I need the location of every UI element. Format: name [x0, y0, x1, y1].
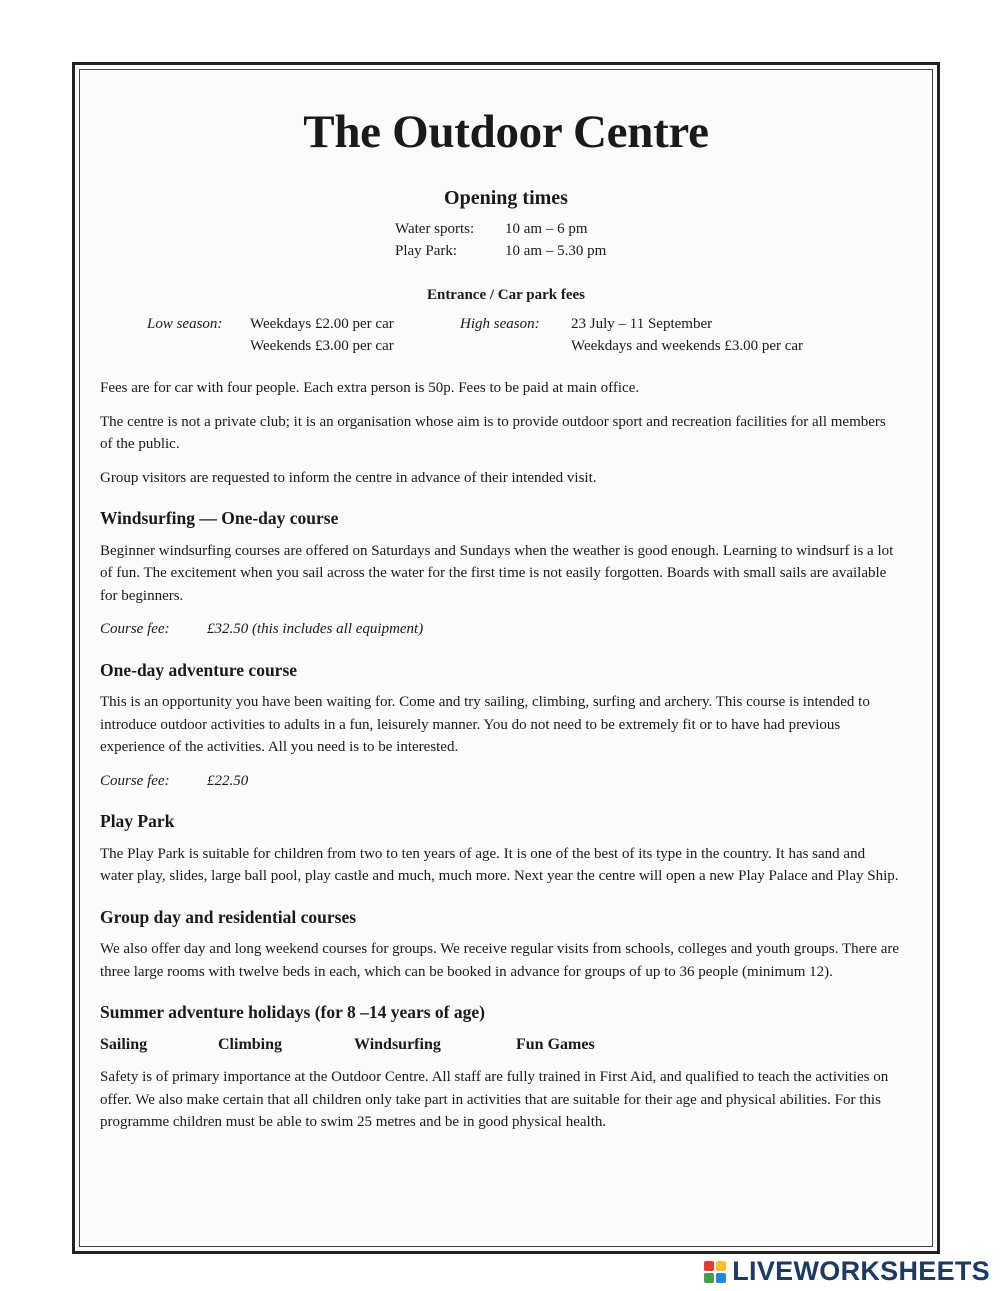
logo-square	[704, 1273, 714, 1283]
intro-paragraph: Group visitors are requested to inform the centre in advance of their intended visit.	[100, 469, 597, 486]
fee-value: £32.50 (this includes all equipment)	[207, 621, 424, 637]
activity-item: Windsurfing	[354, 1035, 441, 1053]
fees-heading: Entrance / Car park fees	[426, 287, 586, 303]
opening-label: Water sports:	[395, 221, 475, 237]
low-season-weekends: Weekends £3.00 per car	[250, 338, 394, 354]
intro-paragraph: The centre is not a private club; it is an organisation whose aim is to provide outdoor sport and recreation facilities for all members of the public.	[100, 413, 886, 452]
fee-value: £22.50	[207, 772, 249, 789]
logo-square	[716, 1261, 726, 1271]
windsurfing-fee	[100, 618, 899, 641]
windsurfing-text: Beginner windsurfing courses are offered on Saturdays and Sundays when the weather is good enough. Learning to windsurf is a lot of fun. The excitement when you sail across the water for the first time is not easily forgotten. Boards with small sails are available for beginners.	[100, 542, 894, 604]
play-park-heading: Play Park	[100, 811, 175, 831]
activity-item: Climbing	[218, 1035, 283, 1053]
play-park-text: The Play Park is suitable for children from two to ten years of age. It is one of the best of its type in the country. It has sand and water play, slides, large ball pool, play castle and much, much more. Next year the centre will open a new Play Palace and Play Ship.	[100, 845, 899, 884]
adventure-fee	[100, 770, 899, 793]
low-season-label: Low season:	[147, 316, 223, 332]
high-season-label: High season:	[460, 316, 540, 332]
page-title: The Outdoor Centre	[303, 106, 709, 158]
low-season-fees	[147, 313, 394, 357]
group-courses-heading: Group day and residential courses	[100, 906, 357, 927]
opening-label: Play Park:	[395, 243, 458, 259]
opening-value: 10 am – 5.30 pm	[505, 243, 607, 259]
opening-row-play-park	[395, 240, 606, 262]
main-content	[100, 377, 899, 1145]
activity-list	[100, 1034, 899, 1057]
document-frame	[72, 62, 940, 1254]
opening-times-heading: Opening times	[444, 187, 568, 209]
adventure-text: This is an opportunity you have been waiting for. Come and try sailing, climbing, surfing and archery. This course is intended to introduce outdoor activities to adults in a fun, leisurely manner. You do not need to be extremely fit or to have had previous experience of the activities. All you need is to be interested.	[100, 694, 870, 755]
adventure-heading: One-day adventure course	[100, 659, 298, 680]
opening-times-table	[395, 218, 606, 262]
liveworksheets-brand[interactable]	[704, 1256, 990, 1287]
windsurfing-heading: Windsurfing — One-day course	[100, 508, 339, 528]
logo-square	[716, 1273, 726, 1283]
activity-item: Sailing	[100, 1035, 148, 1053]
summer-holidays-heading: Summer adventure holidays (for 8 –14 years of age)	[100, 1002, 485, 1022]
opening-row-water-sports	[395, 218, 606, 240]
high-season-fees	[460, 313, 803, 357]
liveworksheets-logo-icon	[704, 1261, 726, 1283]
low-season-weekdays: Weekdays £2.00 per car	[250, 316, 394, 332]
logo-square	[704, 1261, 714, 1271]
fee-label: Course fee:	[100, 621, 170, 637]
high-season-price: Weekdays and weekends £3.00 per car	[571, 338, 804, 354]
opening-value: 10 am – 6 pm	[505, 221, 588, 237]
fee-label: Course fee:	[100, 772, 170, 789]
group-courses-text: We also offer day and long weekend courses for groups. We receive regular visits from schools, colleges and youth groups. There are three large rooms with twelve beds in each, which can be booked in advance for groups of up to 36 people (minimum 12).	[100, 941, 900, 980]
activity-item: Fun Games	[516, 1035, 595, 1053]
high-season-dates: 23 July – 11 September	[571, 316, 713, 332]
intro-paragraph: Fees are for car with four people. Each extra person is 50p. Fees to be paid at main office.	[100, 380, 640, 396]
summer-holidays-text: Safety is of primary importance at the Outdoor Centre. All staff are fully trained in First Aid, and qualified to teach the activities on offer. We also make certain that all children only take part in activities that are suitable for their age and physical abilities. For this programme children must be able to swim 25 metres and be in good physical health.	[100, 1069, 889, 1130]
brand-name: LIVEWORKSHEETS	[732, 1256, 990, 1286]
